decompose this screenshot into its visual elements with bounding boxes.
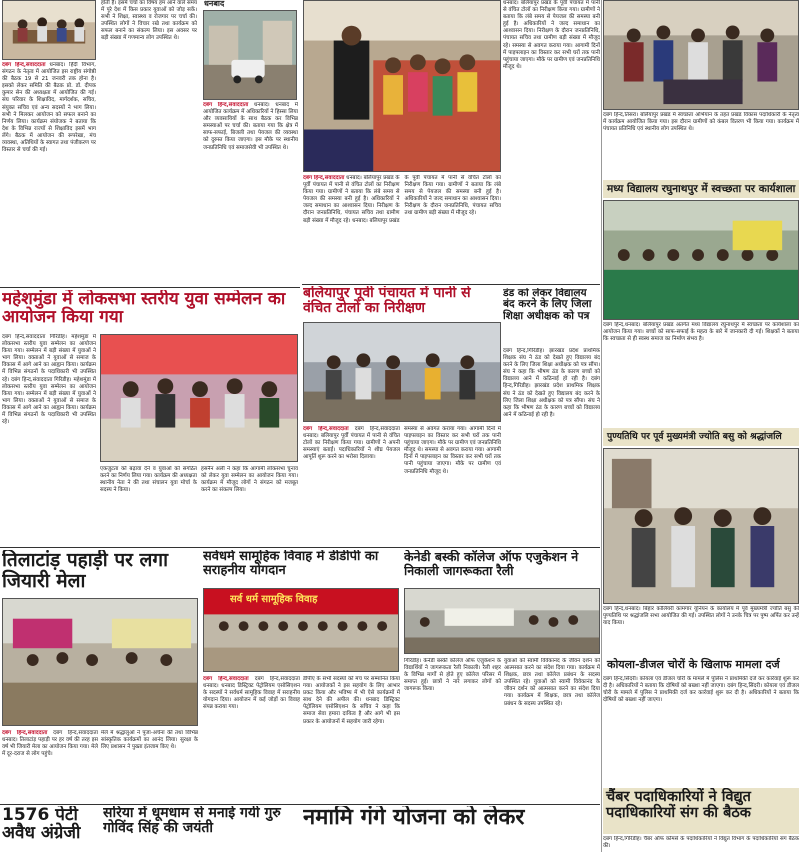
story-col3-top: दबंग हिन्द,संवाददाता धनबाद। धनबाद में आयोजित कार्यक्रम में अधिकारियों ने हिस्सा लिया और व्यवसायियों के साथ बैठक कर विभिन्न समस्याओं पर चर्चा की। बताया गया कि क्षेत्र में साफ-सफाई, बिजली तथा पेयजल की व्यवस्था को दुरुस्त किया जाएगा। इस मौके पर स्थानीय जनप्रतिनिधि एवं समाजसेवी भी उपस्थित थे। [203, 102, 298, 151]
divider [0, 287, 300, 288]
photo-tribute [603, 448, 799, 604]
story-col2-top: होती है। इसमें चर्चा का विषय हम आने वाले समय में पूरे देश में किस प्रकार युवाओं को जोड़ सकें। सभी ने शिक्षा, स्वास्थ्य व रोजगार पर चर्चा की। उपस्थित लोगों ने विचार रखे तथा कार्यक्रम को सफल बनाने का संकल्प लिया। इस अवसर पर बड़ी संख्या में गणमान्य लोग उपस्थित थे। [101, 0, 197, 42]
photo-street-car [203, 10, 297, 100]
story-col5-top: धनबाद। बलियापुर प्रखंड के पूर्वी पंचायत में पानी से वंचित टोलों का निरीक्षण किया गया। ग्रामीणों ने बताया कि लंबे समय से पेयजल की समस्या बनी हुई है। अधिकारियों ने जल्द समाधान का आश्वासन दिया। निरीक्षण के दौरान जनप्रतिनिधि, पंचायत सचिव तथा ग्रामीण बड़ी संख्या में मौजूद रहे। समस्या से अवगत कराया गया। आगामी दिनों में पाइपलाइन का विस्तार कर सभी घरों तक पानी पहुंचाया जाएगा। मौके पर ग्रामीण एवं जनप्रतिनिधि मौजूद थे। [503, 0, 600, 70]
photo-baliyapur [303, 322, 501, 422]
story-tilatand-b: मेले में श्रद्धालुओं ने पूजा-अर्चना की तथा विभिन्न सांस्कृतिक कार्यक्रमों का आनंद लिया। सुरक्षा के लिए प्रशासन ने पुख्ता इंतजाम किए थे। [101, 730, 198, 751]
photo-meeting [2, 0, 96, 60]
headline-baliyapur: बलियापुर पूर्वी पंचायत में पानी से वंचित टोलों का निरीक्षण [303, 286, 471, 317]
vivah-banner-text: सर्व धर्म सामूहिक विवाह [230, 594, 318, 605]
headline-petty: 1576 पेटी अवैध अंग्रेजी [2, 806, 81, 844]
story-baliyapur-b: समस्या से अवगत कराया गया। आगामी दिनों में पाइपलाइन का विस्तार कर सभी घरों तक पानी पहुंचाया जाएगा। मौके पर ग्रामीण एवं जनप्रतिनिधि मौजूद थे। समस्या से अवगत कराया गया। आगामी दिनों में पाइपलाइन का विस्तार कर सभी घरों तक पानी पहुंचाया जाएगा। मौके पर ग्रामीण एवं जनप्रतिनिधि मौजूद थे। [404, 426, 501, 475]
story-col1-top: दबंग हिन्द,संवाददाता धनबाद। हिंदी विभाग, संगठन के नेतृत्व में आयोजित इस राष्ट्रीय संगोष्ठी की बैठक 19 से 21 जनवरी तक होना है। इसको लेकर समिति की बैठक प्रो. डॉ. दीपक कुमार सेन की अध्यक्षता में आयोजित की गई। संघ परिवार के शिक्षाविद, मार्गदर्शक, सचिव, संयुक्त सचिव एवं अन्य सदस्यों ने भाग लिया। सभी ने मिलकर आयोजन को सफल बनाने का निर्णय लिया। कार्यक्रम संयोजक ने बताया कि देश के विभिन्न राज्यों से शिक्षाविद इसमें भाग लेंगे। बैठक में आयोजन की रूपरेखा, मंच व्यवस्था, अतिथियों के स्वागत तथा पंजीकरण पर विस्तार से चर्चा की गई। [2, 62, 96, 154]
headline-koyla: कोयला-डीजल चोरों के खिलाफ मामला दर्ज [603, 656, 799, 674]
headline-madhya-vidyalaya: मध्य विद्यालय रघुनाथपुर में स्वच्छता पर कार्यशाला [603, 180, 799, 198]
divider [302, 284, 600, 285]
headline-kennedy: केनेडी बस्की कॉलेज ऑफ एजुकेशन ने निकाली जागरूकता रैली [404, 550, 579, 578]
story-right-1: दबंग हिन्द,तिसरा। बलियापुर प्रखंड में स्वच्छता अभियान के तहत प्रखंड विकास पदाधिकारी के नेतृत्व में कार्यक्रम आयोजित किया गया। इस दौरान ग्रामीणों को कंबल वितरण भी किया गया। कार्यक्रम में पंचायत प्रतिनिधि एवं स्थानीय लोग उपस्थित थे। [603, 112, 799, 133]
story-mahesh-3: हसनैन अली ने कहा कि आगामी लोकसभा चुनाव को लेकर युवा सम्मेलन का आयोजन किया गया। कार्यक्रम में मौजूद लोगों ने संगठन को मजबूत करने का संकल्प लिया। [201, 466, 298, 494]
photo-blanket-distribution [603, 0, 799, 110]
headline-pushpanjali: पुण्यतिथि पर पूर्व मुख्यमंत्री ज्योति बसु को श्रद्धांजलि [603, 428, 799, 446]
story-right-4: दबंग हिन्द,सिंदरी। कोयला एवं डीजल चोरी के मामले में पुलिस ने प्राथमिकी दर्ज कर कार्रवाई शुरू कर दी है। अधिकारियों ने बताया कि दोषियों को बख्शा नहीं जाएगा। दबंग हिन्द,सिंदरी। कोयला एवं डीजल चोरी के मामले में पुलिस ने प्राथमिकी दर्ज कर कार्रवाई शुरू कर दी है। अधिकारियों ने बताया कि दोषियों को बख्शा नहीं जाएगा। [603, 676, 799, 704]
story-ddp-b: डीपीए के सभी सदस्यों को मंच पर सम्मानित किया गया। आयोजकों ने इस सहयोग के लिए आभार प्रकट किया और भविष्य में भी ऐसे कार्यक्रमों में साथ देने की अपील की। धनबाद डिस्ट्रिक्ट पेट्रोलियम एसोसिएशन के सचिव ने कहा कि समाज सेवा हमारा दायित्व है और आगे भी इस प्रकार के आयोजनों में सहयोग जारी रहेगा। [303, 676, 400, 725]
story-mahesh-1: दबंग हिन्द,संवाददाता गिरिडीह। महेशमुंडा में लोकसभा स्तरीय युवा सम्मेलन का आयोजन किया गया। सम्मेलन में बड़ी संख्या में युवाओं ने भाग लिया। वक्ताओं ने युवाओं से समाज के विकास में आगे आने का आह्वान किया। कार्यक्रम में विभिन्न संगठनों के पदाधिकारी भी उपस्थित रहे। दबंग हिन्द,संवाददाता गिरिडीह। महेशमुंडा में लोकसभा स्तरीय युवा सम्मेलन का आयोजन किया गया। सम्मेलन में बड़ी संख्या में युवाओं ने भाग लिया। वक्ताओं ने युवाओं से समाज के विकास में आगे आने का आह्वान किया। कार्यक्रम में विभिन्न संगठनों के पदाधिकारी भी उपस्थित रहे। [2, 334, 96, 426]
story-kennedy-a: गिरिडीह। केनेडी बस्की कॉलेज ऑफ एजुकेशन के विद्यार्थियों ने जागरूकता रैली निकाली। रैली शहर के विभिन्न मार्गों से होते हुए कॉलेज परिसर में समाप्त हुई। छात्रों ने नारे लगाकर लोगों को जागरूक किया। [404, 658, 501, 693]
story-col4-body: दबंग हिन्द,संवाददाता धनबाद। बलियापुर प्रखंड के पूर्वी पंचायत में पानी से वंचित टोलों का निरीक्षण किया गया। ग्रामीणों ने बताया कि लंबे समय से पेयजल की समस्या बनी हुई है। अधिकारियों ने जल्द समाधान का आश्वासन दिया। निरीक्षण के दौरान जनप्रतिनिधि, पंचायत सचिव तथा ग्रामीण बड़ी संख्या में मौजूद रहे। धनबाद। बलियापुर प्रखंड के पूर्वी पंचायत में पानी से वंचित टोलों का निरीक्षण किया गया। ग्रामीणों ने बताया कि लंबे समय से पेयजल की समस्या बनी हुई है। अधिकारियों ने जल्द समाधान का आश्वासन दिया। निरीक्षण के दौरान जनप्रतिनिधि, पंचायत सचिव तथा ग्रामीण बड़ी संख्या में मौजूद रहे। [303, 175, 501, 224]
headline-saria: सरिया में धूमधाम से मनाई गयी गुरु गोविंद सिंह की जयंती [103, 806, 281, 837]
story-kennedy-b: युवाओं को स्वामी विवेकानंद के जीवन दर्शन को आत्मसात करने का संदेश दिया गया। कार्यक्रम में शिक्षक, छात्र तथा कॉलेज प्रबंधन के सदस्य उपस्थित रहे। युवाओं को स्वामी विवेकानंद के जीवन दर्शन को आत्मसात करने का संदेश दिया गया। कार्यक्रम में शिक्षक, छात्र तथा कॉलेज प्रबंधन के सदस्य उपस्थित रहे। [504, 658, 600, 707]
photo-women-gathering [303, 0, 501, 172]
story-right-5: दबंग हिन्द,गिरिडीह। चैंबर ऑफ कॉमर्स के पदाधिकारियों ने विद्युत विभाग के पदाधिकारियों संग बैठक की। [603, 836, 799, 850]
photo-tilatand-fair [2, 598, 198, 726]
story-right-3: दबंग हिन्द,धनबाद। बिहार कोलियरी कामगार यूनियन के कार्यालय में पूर्व मुख्यमंत्री ज्योति बसु की पुण्यतिथि पर श्रद्धांजलि सभा आयोजित की गई। उपस्थित लोगों ने उनके चित्र पर पुष्प अर्पित कर उन्हें याद किया। [603, 606, 799, 627]
divider [601, 0, 602, 852]
story-tilatand-a: दबंग हिन्द,संवाददाता दबंग हिन्द,संवाददाता धनबाद। तिलाटांड़ पहाड़ी पर हर वर्ष की तरह इस वर्ष भी जियारी मेला का आयोजन किया गया। मेले में दूर-दराज से लोग पहुंचे। [2, 730, 98, 758]
photo-caption-top: धनबाद [204, 0, 225, 8]
story-baliyapur-a: दबंग हिन्द,संवाददाता दबंग हिन्द,संवाददाता धनबाद। बलियापुर पूर्वी पंचायत में पानी से वंचित टोलों का निरीक्षण किया गया। ग्रामीणों ने अपनी समस्याएं बताईं। पदाधिकारियों ने शीघ्र पेयजल आपूर्ति शुरू करने का भरोसा दिलाया। [303, 426, 400, 461]
photo-school-workshop [603, 200, 799, 320]
story-dand: दबंग हिन्द,गिरिडीह। झारखंड प्रदेश प्राथमिक शिक्षक संघ ने ठंड को देखते हुए विद्यालय बंद करने के लिए जिला शिक्षा अधीक्षक को पत्र सौंपा। संघ ने कहा कि भीषण ठंड के कारण बच्चों को विद्यालय आने में कठिनाई हो रही है। दबंग हिन्द,गिरिडीह। झारखंड प्रदेश प्राथमिक शिक्षक संघ ने ठंड को देखते हुए विद्यालय बंद करने के लिए जिला शिक्षा अधीक्षक को पत्र सौंपा। संघ ने कहा कि भीषण ठंड के कारण बच्चों को विद्यालय आने में कठिनाई हो रही है। [503, 348, 600, 418]
photo-kennedy-rally [404, 588, 600, 654]
photo-youth-conference [100, 334, 298, 462]
story-right-2: दबंग हिन्द,धनबाद। बलियापुर प्रखंड अंतर्गत मध्य विद्यालय रघुनाथपुर में स्वच्छता पर कार्यशाला का आयोजन किया गया। बच्चों को साफ-सफाई के महत्व के बारे में जानकारी दी गई। शिक्षकों ने बताया कि स्वच्छता से ही स्वस्थ समाज का निर्माण संभव है। [603, 322, 799, 343]
divider [0, 547, 600, 548]
headline-chamber: चैंबर पदाधिकारियों ने विद्युत पदाधिकारियों संग की बैठक [603, 788, 799, 834]
story-ddp-a: दबंग हिन्द,संवाददाता दबंग हिन्द,संवाददाता धनबाद। धनबाद डिस्ट्रिक्ट पेट्रोलियम एसोसिएशन के सदस्यों ने सर्वधर्म सामूहिक विवाह में सराहनीय योगदान दिया। आयोजन में कई जोड़ों का विवाह संपन्न कराया गया। [203, 676, 300, 711]
headline-ddp: सर्वधर्म सामूहिक विवाह में डीडीपी का सराहनीय योगदान [203, 550, 379, 579]
story-mahesh-2: एकजुटता को बढ़ावा देने व युवाओं को संगठित करने का निर्णय लिया गया। कार्यक्रम की अध्यक्षता स्थानीय नेता ने की तथा संचालन युवा मोर्चा के सदस्य ने किया। [100, 466, 197, 494]
headline-namami: नमामि गंगे योजना को लेकर [303, 806, 525, 830]
divider [0, 804, 600, 805]
dateline: दबंग हिन्द,संवाददाता [2, 62, 46, 68]
headline-dand: डंड को लेकर विद्यालय बंद करने के लिए जिला शिक्षा अधीक्षक को पत्र [503, 288, 592, 322]
headline-maheshmunda: महेशमुंडा में लोकसभा स्तरीय युवा सम्मेलन का आयोजन किया गया [2, 290, 286, 328]
headline-tilatand: तिलाटांड़ पहाड़ी पर लगा जियारी मेला [2, 550, 169, 592]
